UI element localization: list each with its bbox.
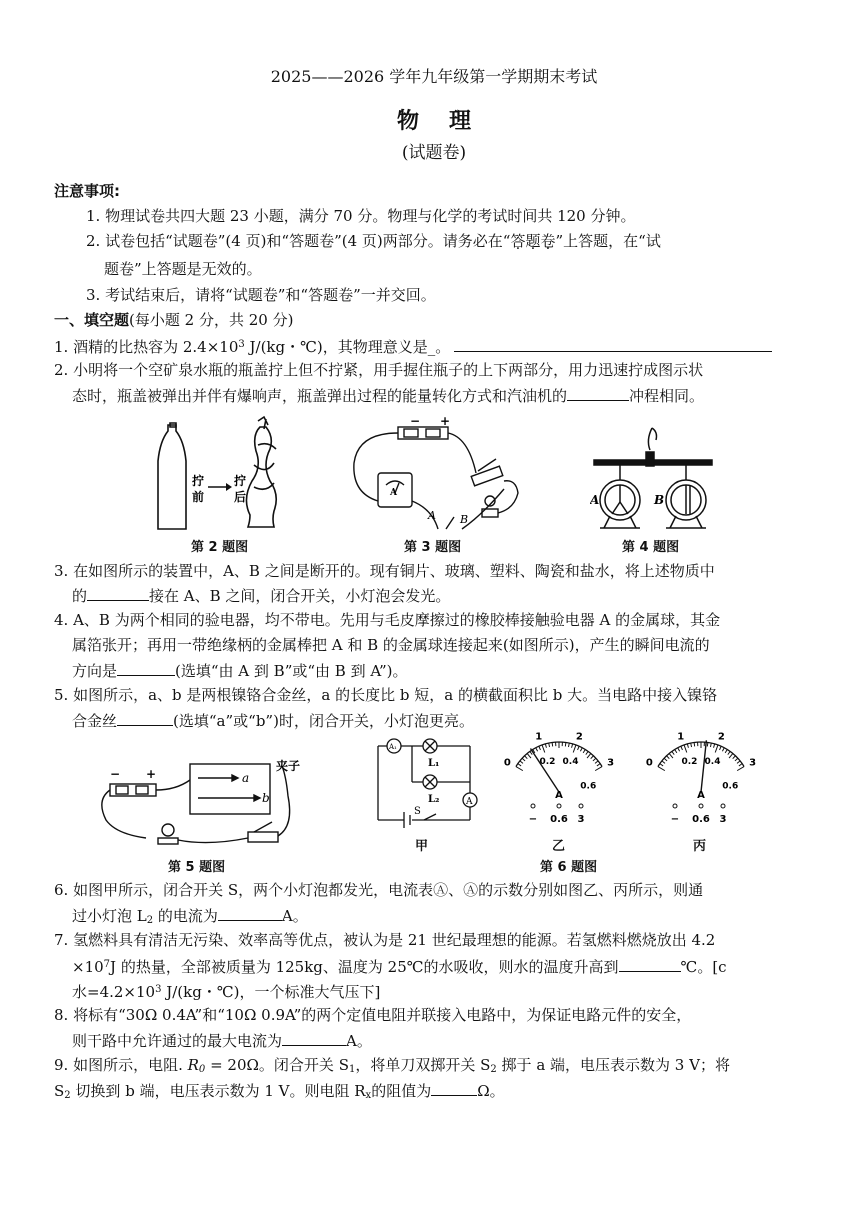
question-7-line-1: 7. 氢燃料具有清洁无污染、效率高等优点，被认为是 21 世纪最理想的能源。若氢燃料燃烧放出 4.2 <box>54 931 716 949</box>
q9-text-d: 掷于 a 端，电压表示数为 3 V；将 <box>496 1056 730 1074</box>
meter-yi-tick <box>522 758 525 761</box>
q7-sup: 7 <box>103 959 111 970</box>
meter-yi-outer-label: 1 <box>535 731 543 743</box>
question-7-line-2 <box>72 955 832 977</box>
fig3-minus: − <box>410 415 421 428</box>
notice-item-3: 3. 考试结束后，请将“试题卷”和“答题卷”一并交回。 <box>86 286 436 304</box>
question-1 <box>54 335 814 357</box>
paper-label: (试题卷) <box>401 143 467 163</box>
fig6-l2-label: L₂ <box>428 794 440 805</box>
meter-bing-tick <box>725 749 727 752</box>
question-2-line-2 <box>72 385 832 406</box>
meter-yi-pointer <box>530 749 559 792</box>
meter-yi-tick <box>518 764 521 766</box>
question-2-line-1: 2. 小明将一个空矿泉水瓶的瓶盖拧上但不拧紧，用手握住瓶子的上下两部分，用力迅速拧成图示状 <box>54 361 704 379</box>
meter-yi-tick <box>578 746 580 750</box>
fig2-after-1: 拧 <box>234 474 247 488</box>
question-3-line-1: 3. 在如图所示的装置中，A、B 之间是断开的。现有铜片、玻璃、塑料、陶瓷和盐水，将上述物质中 <box>54 562 715 580</box>
section-1-title: 一、填空题 <box>54 311 130 329</box>
q9-s2-sub-2: 2 <box>64 1090 71 1101</box>
meter-yi-tick <box>542 745 545 753</box>
meter-bing-terminal-label: − <box>670 814 680 825</box>
meter-bing-tick <box>729 753 733 758</box>
section-1-heading <box>54 310 814 330</box>
q2-answer-blank <box>567 385 629 401</box>
q6-text-c: 的电流为 <box>153 907 218 925</box>
question-4-line-2: 属箔张开；再用一带绝缘柄的金属棒把 A 和 B 的金属球连接起来(如图所示)，产生的瞬间电流的 <box>72 636 710 654</box>
figure-6-jia-circuit <box>370 734 482 834</box>
q6-sub: 2 <box>146 915 154 926</box>
q7-text-d: ℃。[c <box>680 958 727 976</box>
meter-yi-outer-label: 2 <box>575 731 583 743</box>
meter-bing-outer-label: 2 <box>717 731 725 743</box>
meter-yi-tick <box>539 746 541 750</box>
fig2-before-2: 前 <box>192 490 205 504</box>
meter-yi-tick <box>516 767 523 771</box>
fig3-ammeter-label: A <box>390 488 397 498</box>
meter-bing-terminal <box>673 804 677 808</box>
meter-yi-tick <box>595 761 598 763</box>
meter-yi-terminal-label: 3 <box>577 814 585 825</box>
q8-text: 则干路中允许通过的最大电流为 <box>72 1032 283 1050</box>
figure-2-bottles <box>150 415 300 535</box>
meter-bing-tick <box>684 745 687 753</box>
meter-yi-terminal <box>579 804 583 808</box>
q8-answer-blank <box>282 1030 346 1046</box>
figure-4-caption: 第 4 题图 <box>622 540 680 555</box>
q1-text: 1. 酒精的比热容为 2.4×10 <box>54 338 239 356</box>
meter-yi-tick <box>549 743 550 747</box>
q9-r0-sub: 0 <box>198 1064 206 1075</box>
meter-bing-tick <box>667 756 670 759</box>
meter-bing-tick <box>737 767 744 771</box>
emphasis-char-1: 题 <box>525 232 541 250</box>
notice-item-2-text: 2. 试卷包括“试题卷”(4 页)和“答题卷”(4 页)两部分。请务必在“ <box>86 232 511 250</box>
fig5-b-label: b <box>262 791 270 805</box>
meter-bing-tick <box>722 748 724 752</box>
exam-title: 2025——2026 学年九年级第一学期期末考试 <box>270 67 598 86</box>
meter-yi-tick <box>527 753 531 758</box>
question-4-line-3 <box>72 660 832 681</box>
subject-title: 物理 <box>396 108 501 134</box>
meter-yi-tick <box>597 764 600 766</box>
meter-bing-tick <box>675 749 677 752</box>
q6-text-d: A。 <box>281 907 308 925</box>
question-6-line-1: 6. 如图甲所示，闭合开关 S，两个小灯泡都发光，电流表Ⓐ、Ⓐ的示数分别如图乙、丙所示，则通 <box>54 881 704 899</box>
q7-answer-blank <box>619 956 681 972</box>
q4-text: 方向是 <box>72 662 118 680</box>
meter-bing-tick <box>662 761 665 763</box>
meter-yi-unit: A <box>555 790 563 801</box>
meter-bing-outer-label: 1 <box>677 731 685 743</box>
question-3-line-2 <box>72 585 832 606</box>
notice-item-2 <box>86 231 846 251</box>
meter-yi-terminal-label: 0.6 <box>550 814 568 825</box>
q1-text-b: J/(kg・℃)，其物理意义是_。 <box>244 338 451 356</box>
meter-yi-tick <box>586 751 588 754</box>
q5-text: 合金丝 <box>72 712 118 730</box>
fig6-a-label: A <box>466 797 473 807</box>
q4-answer-blank <box>117 660 175 676</box>
meter-yi-tick <box>545 744 546 748</box>
meter-yi-tick <box>595 767 602 771</box>
q4-text-d: (选填“由 A 到 B”或“由 B 到 A”)。 <box>175 662 408 680</box>
notice-title: 注意事项: <box>54 182 120 200</box>
notice-item-1: 1. 物理试卷共四大题 23 小题，满分 70 分。物理与化学的考试时间共 120 分钟。 <box>86 207 636 225</box>
meter-bing-tick <box>720 746 722 750</box>
meter-bing-inner-label: 0.4 <box>704 757 721 768</box>
q7-sup-2: 3 <box>155 984 162 995</box>
meter-yi-inner-label: 0.6 <box>580 781 597 792</box>
figure-6-bing-caption: 丙 <box>693 839 707 854</box>
q9-text: 9. 如图所示，电阻. <box>54 1056 188 1074</box>
meter-yi-tick <box>565 742 566 746</box>
q7-text-c: J 的热量，全部被质量为 125kg、温度为 25℃的水吸收，则水的温度升高到 <box>110 958 619 976</box>
figure-6-yi-meter <box>488 730 630 830</box>
meter-yi-inner-label: 0.2 <box>539 757 556 768</box>
q9-text-h: Ω。 <box>477 1082 505 1100</box>
emphasis-char-0: 答 <box>510 232 526 250</box>
meter-yi-tick <box>583 749 585 752</box>
meter-bing-tick <box>739 764 742 766</box>
meter-yi-tick <box>568 743 569 747</box>
meter-bing-tick <box>681 746 683 750</box>
figure-5-caption: 第 5 题图 <box>168 860 226 875</box>
question-9-line-2 <box>54 1080 814 1106</box>
q9-rx-sub: x <box>365 1090 372 1101</box>
fig4-a-label: A <box>590 493 600 507</box>
meter-yi-outer-label: 3 <box>607 757 615 769</box>
fig3-a-label: A <box>428 509 436 522</box>
fig6-a1-label: A₁ <box>389 743 397 751</box>
q6-text: 过小灯泡 L <box>72 907 147 925</box>
meter-bing-tick <box>660 764 663 766</box>
fig5-clip-label: 夹子 <box>276 759 301 773</box>
meter-yi-tick <box>573 745 576 753</box>
q3-answer-blank <box>87 585 149 601</box>
meter-yi-tick <box>552 742 553 746</box>
meter-yi-tick <box>572 744 573 748</box>
section-1-note: (每小题 2 分，共 20 分) <box>129 311 294 329</box>
q5-text-c: (选填“a”或“b”)时，闭合开关，小灯泡更亮。 <box>173 712 474 730</box>
meter-bing-tick <box>728 751 730 754</box>
q7-text-f: J/(kg・℃)，一个标准大气压下] <box>161 983 381 1001</box>
q9-text-f: 切换到 b 端，电压表示数为 1 V。则电阻 R <box>70 1082 366 1100</box>
figure-4-electroscopes <box>590 420 720 535</box>
meter-bing-terminal-label: 0.6 <box>692 814 710 825</box>
meter-bing-tick <box>658 767 665 771</box>
meter-yi-tick <box>536 748 538 752</box>
figure-6-bing-meter <box>630 730 772 830</box>
meter-bing-tick <box>687 744 688 748</box>
fig4-b-label: B <box>654 493 665 507</box>
fig5-plus: + <box>146 767 157 781</box>
q9-text-g: 的阻值为 <box>371 1082 432 1100</box>
meter-bing-tick <box>715 745 718 753</box>
q9-s1-sub: 1 <box>348 1064 356 1075</box>
fig5-a-label: a <box>242 771 250 785</box>
q1-answer-blank <box>454 336 772 352</box>
question-4-line-1: 4. A、B 为两个相同的验电器，均不带电。先用与毛皮摩擦过的橡胶棒接触验电器 A 的金属球，其金 <box>54 611 721 629</box>
meter-bing-tick <box>710 743 711 747</box>
meter-bing-tick <box>672 751 674 754</box>
fig6-l1-label: L₁ <box>428 758 440 769</box>
meter-yi-terminal-label: − <box>528 814 538 825</box>
meter-bing-terminal <box>721 804 725 808</box>
notice-item-2-text-b: ”上答题，在“试 <box>555 232 661 250</box>
meter-bing-outer-label: 3 <box>749 757 757 769</box>
figure-6-caption: 第 6 题图 <box>540 860 598 875</box>
meter-bing-tick <box>694 742 695 746</box>
meter-bing-tick <box>735 758 738 761</box>
q5-answer-blank <box>117 710 173 726</box>
meter-yi-tick <box>587 753 591 758</box>
meter-yi-tick <box>520 761 523 763</box>
question-8-line-2 <box>72 1030 832 1051</box>
q3-text: 的 <box>72 587 88 605</box>
q1-sup: 3 <box>238 339 245 350</box>
fig3-b-label: B <box>460 513 469 526</box>
meter-yi-tick <box>525 756 528 759</box>
meter-bing-unit: A <box>697 790 705 801</box>
notice-item-2-cont: 题卷”上答题是无效的。 <box>104 260 262 278</box>
meter-bing-tick <box>714 744 715 748</box>
question-7-line-3 <box>72 980 832 1002</box>
figure-3-circuit <box>350 415 530 535</box>
meter-bing-outer-label: 0 <box>645 757 653 769</box>
q7-text-e: 水=4.2×10 <box>72 983 156 1001</box>
q2-text-c: 冲程相同。 <box>629 387 705 405</box>
fig2-after-2: 后 <box>234 490 247 504</box>
q9-text-e: S <box>54 1082 65 1100</box>
meter-bing-tick <box>707 742 708 746</box>
meter-yi-terminal <box>557 804 561 808</box>
meter-bing-terminal <box>699 804 703 808</box>
meter-bing-inner-label: 0.6 <box>722 781 739 792</box>
meter-bing-tick <box>733 756 736 759</box>
meter-yi-tick <box>591 756 594 759</box>
figure-3-caption: 第 3 题图 <box>404 540 462 555</box>
q3-text-c: 接在 A、B 之间，闭合开关，小灯泡会发光。 <box>149 587 451 605</box>
meter-yi-inner-label: 0.4 <box>562 757 579 768</box>
figure-5-circuit <box>96 750 306 854</box>
q9-text-c: ，将单刀双掷开关 S <box>355 1056 491 1074</box>
q7-text: ×10 <box>72 958 104 976</box>
q2-text: 态时，瓶盖被弹出并伴有爆响声，瓶盖弹出过程的能量转化方式和汽油机的 <box>72 387 568 405</box>
meter-bing-terminal-label: 3 <box>719 814 727 825</box>
question-8-line-1: 8. 将标有“30Ω 0.4A”和“10Ω 0.9A”的两个定值电阻并联接入电路中，为保证电路元件的安全， <box>54 1006 692 1024</box>
notice-item-2-emph <box>510 232 555 250</box>
meter-yi-tick <box>593 758 596 761</box>
fig5-minus: − <box>110 767 121 781</box>
fig3-plus: + <box>440 415 451 428</box>
question-5-line-2 <box>72 710 832 731</box>
question-5-line-1: 5. 如图所示，a、b 是两根镍铬合金丝，a 的长度比 b 短，a 的横截面积比 b 大。当电路中接入镍铬 <box>54 686 718 704</box>
meter-yi-terminal <box>531 804 535 808</box>
meter-bing-tick <box>669 753 673 758</box>
q8-text-c: A。 <box>346 1032 372 1050</box>
meter-bing-tick <box>678 748 680 752</box>
meter-bing-inner-label: 0.2 <box>681 757 698 768</box>
fig2-before-1: 拧 <box>192 474 205 488</box>
q9-r0: R <box>187 1056 199 1074</box>
question-6-line-2 <box>72 905 832 931</box>
figure-6-yi-caption: 乙 <box>552 839 566 854</box>
q9-s2-sub: 2 <box>490 1064 497 1075</box>
fig6-s-label: S <box>414 806 421 817</box>
q9-answer-blank <box>431 1080 477 1096</box>
emphasis-char-2: 卷 <box>540 232 556 250</box>
meter-yi-tick <box>580 748 582 752</box>
question-9-line-1 <box>54 1055 814 1080</box>
q9-text-b: = 20Ω。闭合开关 S <box>205 1056 349 1074</box>
figure-2-caption: 第 2 题图 <box>191 540 249 555</box>
figure-6-jia-caption: 甲 <box>415 839 429 854</box>
meter-bing-tick <box>737 761 740 763</box>
meter-bing-tick <box>691 743 692 747</box>
q6-answer-blank <box>218 905 282 921</box>
meter-yi-outer-label: 0 <box>503 757 511 769</box>
meter-bing-tick <box>664 758 667 761</box>
